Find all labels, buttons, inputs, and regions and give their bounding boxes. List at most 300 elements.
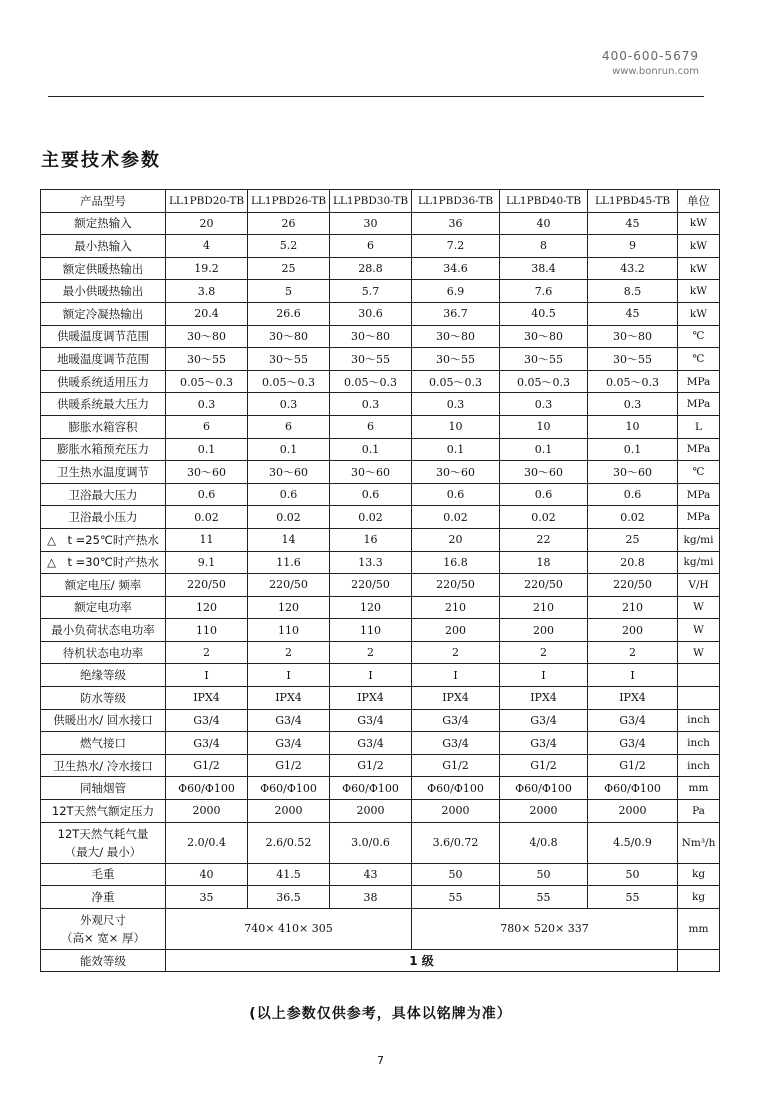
value-cell: 200: [412, 619, 500, 642]
value-cell: 0.02: [500, 506, 588, 529]
unit-cell: inch: [678, 709, 720, 732]
value-cell: 110: [330, 619, 412, 642]
unit-cell: L: [678, 415, 720, 438]
value-cell: G3/4: [248, 709, 330, 732]
row-label: 供暖温度调节范围: [41, 325, 166, 348]
value-cell: 22: [500, 528, 588, 551]
row-label: 最小负荷状态电功率: [41, 619, 166, 642]
value-cell: 0.05～0.3: [412, 370, 500, 393]
table-row: [41, 506, 720, 529]
value-cell: 30～80: [330, 325, 412, 348]
value-cell: 30～80: [248, 325, 330, 348]
value-cell: 13.3: [330, 551, 412, 574]
value-cell: G3/4: [588, 732, 678, 755]
value-cell: IPX4: [500, 687, 588, 710]
value-cell: I: [588, 664, 678, 687]
value-cell: 200: [588, 619, 678, 642]
table-row: [41, 709, 720, 732]
value-cell: 30～60: [330, 461, 412, 484]
row-label: 供暖系统适用压力: [41, 370, 166, 393]
unit-cell: ℃: [678, 348, 720, 371]
table-row: [41, 641, 720, 664]
value-cell: 2: [500, 641, 588, 664]
column-header: LL1PBD26-TB: [248, 190, 330, 213]
value-cell: 0.6: [588, 483, 678, 506]
value-cell: IPX4: [588, 687, 678, 710]
value-cell: 2: [248, 641, 330, 664]
table-row: [41, 370, 720, 393]
row-label-line: 外观尺寸: [80, 912, 126, 927]
value-cell: 10: [588, 415, 678, 438]
value-cell: 16: [330, 528, 412, 551]
value-cell: G3/4: [166, 709, 248, 732]
value-cell: 30～55: [166, 348, 248, 371]
value-cell: 8: [500, 235, 588, 258]
value-cell: 0.02: [248, 506, 330, 529]
unit-cell: MPa: [678, 370, 720, 393]
page-title: 主要技术参数: [41, 150, 161, 171]
value-cell: 30～60: [412, 461, 500, 484]
value-cell: 30～80: [588, 325, 678, 348]
value-cell: 220/50: [248, 574, 330, 597]
value-cell: 20.4: [166, 302, 248, 325]
value-cell: 3.6/0.72: [412, 822, 500, 863]
value-cell: Φ60/Φ100: [330, 777, 412, 800]
value-cell: 780× 520× 337: [412, 908, 678, 949]
value-cell: 10: [500, 415, 588, 438]
value-cell: 25: [588, 528, 678, 551]
value-cell: 0.05～0.3: [166, 370, 248, 393]
unit-cell: kg: [678, 886, 720, 909]
value-cell: 220/50: [166, 574, 248, 597]
table-row: [41, 528, 720, 551]
value-cell: G3/4: [412, 732, 500, 755]
unit-cell: MPa: [678, 393, 720, 416]
value-cell: 40.5: [500, 302, 588, 325]
value-cell: 20.8: [588, 551, 678, 574]
row-label: [41, 822, 166, 863]
value-cell: 30～80: [166, 325, 248, 348]
table-row: [41, 325, 720, 348]
value-cell: 30～55: [500, 348, 588, 371]
unit-cell: Pa: [678, 800, 720, 823]
value-cell: 120: [248, 596, 330, 619]
value-cell: 0.05～0.3: [330, 370, 412, 393]
row-label: 额定冷凝热输出: [41, 302, 166, 325]
value-cell: G3/4: [412, 709, 500, 732]
value-cell: I: [500, 664, 588, 687]
value-cell: 0.1: [500, 438, 588, 461]
value-cell: 0.1: [166, 438, 248, 461]
value-cell: 34.6: [412, 257, 500, 280]
value-cell: 50: [500, 863, 588, 886]
value-cell: 6: [248, 415, 330, 438]
value-cell: 16.8: [412, 551, 500, 574]
value-cell: 20: [412, 528, 500, 551]
table-row: [41, 483, 720, 506]
table-row: [41, 438, 720, 461]
value-cell: IPX4: [330, 687, 412, 710]
table-row: [41, 280, 720, 303]
value-cell: 6: [166, 415, 248, 438]
row-label: 地暖温度调节范围: [41, 348, 166, 371]
value-cell: 0.1: [412, 438, 500, 461]
value-cell: 2.6/0.52: [248, 822, 330, 863]
table-row: [41, 949, 720, 972]
unit-cell: [678, 664, 720, 687]
row-label: 供暖出水/ 回水接口: [41, 709, 166, 732]
value-cell: I: [330, 664, 412, 687]
value-cell: 43: [330, 863, 412, 886]
value-cell: 0.02: [588, 506, 678, 529]
table-row: [41, 619, 720, 642]
value-cell: 210: [588, 596, 678, 619]
table-row: [41, 596, 720, 619]
value-cell: G1/2: [500, 754, 588, 777]
value-cell: 0.6: [248, 483, 330, 506]
value-cell: 30: [330, 212, 412, 235]
unit-cell: ℃: [678, 325, 720, 348]
table-row: [41, 393, 720, 416]
column-header: 单位: [678, 190, 720, 213]
column-header: 产品型号: [41, 190, 166, 213]
value-cell: 4: [166, 235, 248, 258]
table-row: [41, 302, 720, 325]
column-header: LL1PBD40-TB: [500, 190, 588, 213]
value-cell: 0.05～0.3: [248, 370, 330, 393]
value-cell: 14: [248, 528, 330, 551]
value-cell: Φ60/Φ100: [588, 777, 678, 800]
header-contact: [602, 50, 699, 77]
value-cell: 30～60: [588, 461, 678, 484]
value-cell: 41.5: [248, 863, 330, 886]
value-cell: 30～55: [588, 348, 678, 371]
unit-cell: kW: [678, 235, 720, 258]
value-cell: 5: [248, 280, 330, 303]
table-row: [41, 551, 720, 574]
value-cell: G1/2: [166, 754, 248, 777]
value-cell: G1/2: [588, 754, 678, 777]
value-cell: G3/4: [500, 709, 588, 732]
row-label: 膨胀水箱容积: [41, 415, 166, 438]
value-cell: 11: [166, 528, 248, 551]
row-label: 额定电功率: [41, 596, 166, 619]
row-label: △ t =30℃时产热水: [41, 551, 166, 574]
value-cell: 35: [166, 886, 248, 909]
value-cell: 0.6: [166, 483, 248, 506]
value-cell: 2000: [500, 800, 588, 823]
column-header: LL1PBD20-TB: [166, 190, 248, 213]
website: www.bonrun.com: [612, 66, 699, 77]
value-cell: 18: [500, 551, 588, 574]
row-label: 毛重: [41, 863, 166, 886]
row-label: 卫生热水/ 冷水接口: [41, 754, 166, 777]
row-label: 防水等级: [41, 687, 166, 710]
value-cell: 30.6: [330, 302, 412, 325]
value-cell: 40: [500, 212, 588, 235]
value-cell: IPX4: [248, 687, 330, 710]
unit-cell: mm: [678, 908, 720, 949]
value-cell: 3.0/0.6: [330, 822, 412, 863]
table-row: [41, 822, 720, 863]
table-row: [41, 235, 720, 258]
value-cell: IPX4: [412, 687, 500, 710]
value-cell: 26: [248, 212, 330, 235]
unit-cell: Nm³/h: [678, 822, 720, 863]
unit-cell: V/H: [678, 574, 720, 597]
row-label: 燃气接口: [41, 732, 166, 755]
value-cell: 45: [588, 302, 678, 325]
value-cell: 2000: [412, 800, 500, 823]
value-cell: 38: [330, 886, 412, 909]
value-cell: 740× 410× 305: [166, 908, 412, 949]
unit-cell: inch: [678, 754, 720, 777]
value-cell: 2000: [248, 800, 330, 823]
value-cell: 120: [166, 596, 248, 619]
column-header: LL1PBD36-TB: [412, 190, 500, 213]
value-cell: 0.02: [412, 506, 500, 529]
value-cell: 5.2: [248, 235, 330, 258]
value-cell: 25: [248, 257, 330, 280]
value-cell: I: [412, 664, 500, 687]
value-cell: 0.02: [166, 506, 248, 529]
value-cell: 30～55: [330, 348, 412, 371]
table-row: [41, 886, 720, 909]
row-label-line: （最大/ 最小）: [64, 844, 142, 859]
row-label: 净重: [41, 886, 166, 909]
table-row: [41, 348, 720, 371]
table-row: [41, 732, 720, 755]
empty-cell: [678, 949, 720, 972]
unit-cell: kg/mi: [678, 551, 720, 574]
value-cell: 9.1: [166, 551, 248, 574]
value-cell: 11.6: [248, 551, 330, 574]
value-cell: 120: [330, 596, 412, 619]
table-row: [41, 777, 720, 800]
unit-cell: kW: [678, 280, 720, 303]
value-cell: G3/4: [166, 732, 248, 755]
value-cell: 28.8: [330, 257, 412, 280]
value-cell: I: [248, 664, 330, 687]
unit-cell: W: [678, 641, 720, 664]
value-cell: 0.05～0.3: [500, 370, 588, 393]
value-cell: 26.6: [248, 302, 330, 325]
value-cell: 2000: [330, 800, 412, 823]
unit-cell: MPa: [678, 483, 720, 506]
value-cell: 8.5: [588, 280, 678, 303]
table-row: [41, 257, 720, 280]
table-row: [41, 863, 720, 886]
value-cell: 30～60: [500, 461, 588, 484]
reference-note: (以上参数仅供参考，具体以铭牌为准）: [249, 1006, 512, 1022]
value-cell: 0.3: [412, 393, 500, 416]
unit-cell: kW: [678, 257, 720, 280]
row-label: 额定供暖热输出: [41, 257, 166, 280]
value-cell: 19.2: [166, 257, 248, 280]
value-cell: G3/4: [500, 732, 588, 755]
unit-cell: [678, 687, 720, 710]
value-cell: 0.6: [412, 483, 500, 506]
value-cell: Φ60/Φ100: [500, 777, 588, 800]
unit-cell: W: [678, 596, 720, 619]
value-cell: 2: [412, 641, 500, 664]
unit-cell: kW: [678, 302, 720, 325]
row-label: 供暖系统最大压力: [41, 393, 166, 416]
value-cell: G1/2: [412, 754, 500, 777]
value-cell: 110: [248, 619, 330, 642]
value-cell: 4.5/0.9: [588, 822, 678, 863]
value-cell: 210: [500, 596, 588, 619]
table-row: [41, 461, 720, 484]
row-label-line: （高× 宽× 厚）: [60, 930, 146, 945]
value-cell: 7.6: [500, 280, 588, 303]
value-cell: 220/50: [500, 574, 588, 597]
row-label: 12T天然气额定压力: [41, 800, 166, 823]
value-cell: 36.7: [412, 302, 500, 325]
unit-cell: mm: [678, 777, 720, 800]
value-cell: G3/4: [588, 709, 678, 732]
spec-table: [40, 189, 720, 972]
row-label: 待机状态电功率: [41, 641, 166, 664]
row-label: [41, 908, 166, 949]
value-cell: 6.9: [412, 280, 500, 303]
value-cell: 30～60: [166, 461, 248, 484]
value-cell: 2: [166, 641, 248, 664]
value-cell: 2000: [166, 800, 248, 823]
row-label: 绝缘等级: [41, 664, 166, 687]
value-cell: 220/50: [330, 574, 412, 597]
table-row: [41, 574, 720, 597]
value-cell: 36.5: [248, 886, 330, 909]
value-cell: G1/2: [248, 754, 330, 777]
phone-number: 400-600-5679: [601, 49, 699, 63]
row-label: 卫浴最小压力: [41, 506, 166, 529]
row-label: 卫浴最大压力: [41, 483, 166, 506]
column-header: LL1PBD30-TB: [330, 190, 412, 213]
row-label: 能效等级: [41, 949, 166, 972]
value-cell: G1/2: [330, 754, 412, 777]
value-cell: 2: [330, 641, 412, 664]
unit-cell: MPa: [678, 506, 720, 529]
value-cell: 30～80: [500, 325, 588, 348]
row-label: 最小供暖热输出: [41, 280, 166, 303]
row-label: 额定电压/ 频率: [41, 574, 166, 597]
value-cell: 43.2: [588, 257, 678, 280]
value-cell: 220/50: [412, 574, 500, 597]
page-number: 7: [377, 1054, 384, 1067]
value-cell: 2.0/0.4: [166, 822, 248, 863]
value-cell: 6: [330, 415, 412, 438]
value-cell: G3/4: [248, 732, 330, 755]
row-label: △ t =25℃时产热水: [41, 528, 166, 551]
table-row: [41, 754, 720, 777]
value-cell: 0.3: [330, 393, 412, 416]
value-cell: 0.6: [500, 483, 588, 506]
table-row: [41, 800, 720, 823]
row-label: 膨胀水箱预充压力: [41, 438, 166, 461]
unit-cell: kW: [678, 212, 720, 235]
unit-cell: inch: [678, 732, 720, 755]
value-cell: 20: [166, 212, 248, 235]
value-cell: G3/4: [330, 732, 412, 755]
column-header: LL1PBD45-TB: [588, 190, 678, 213]
value-cell: 45: [588, 212, 678, 235]
value-cell: 5.7: [330, 280, 412, 303]
value-cell: 40: [166, 863, 248, 886]
value-cell: I: [166, 664, 248, 687]
value-cell: 50: [412, 863, 500, 886]
table-row: [41, 664, 720, 687]
table-row: [41, 687, 720, 710]
value-cell: Φ60/Φ100: [412, 777, 500, 800]
row-label-line: 12T天然气耗气量: [57, 826, 149, 841]
value-cell: Φ60/Φ100: [248, 777, 330, 800]
value-cell: 10: [412, 415, 500, 438]
table-header-row: [41, 190, 720, 213]
value-cell: 9: [588, 235, 678, 258]
value-cell: 30～80: [412, 325, 500, 348]
value-cell: 110: [166, 619, 248, 642]
value-cell: 0.02: [330, 506, 412, 529]
unit-cell: kg/mi: [678, 528, 720, 551]
value-cell: 0.3: [588, 393, 678, 416]
value-cell: 7.2: [412, 235, 500, 258]
value-cell: 0.05～0.3: [588, 370, 678, 393]
table-row: [41, 212, 720, 235]
energy-grade-value: 1 级: [166, 949, 678, 972]
value-cell: 36: [412, 212, 500, 235]
unit-cell: kg: [678, 863, 720, 886]
value-cell: 2000: [588, 800, 678, 823]
value-cell: G3/4: [330, 709, 412, 732]
value-cell: 0.3: [500, 393, 588, 416]
row-label: 卫生热水温度调节: [41, 461, 166, 484]
value-cell: 210: [412, 596, 500, 619]
value-cell: 4/0.8: [500, 822, 588, 863]
value-cell: 38.4: [500, 257, 588, 280]
unit-cell: W: [678, 619, 720, 642]
value-cell: 50: [588, 863, 678, 886]
value-cell: 30～60: [248, 461, 330, 484]
value-cell: 0.1: [588, 438, 678, 461]
unit-cell: ℃: [678, 461, 720, 484]
row-label: 额定热输入: [41, 212, 166, 235]
header-rule: [48, 96, 704, 97]
value-cell: 0.3: [166, 393, 248, 416]
value-cell: 55: [412, 886, 500, 909]
value-cell: 55: [500, 886, 588, 909]
value-cell: 30～55: [412, 348, 500, 371]
value-cell: 200: [500, 619, 588, 642]
row-label: 最小热输入: [41, 235, 166, 258]
value-cell: 6: [330, 235, 412, 258]
value-cell: 55: [588, 886, 678, 909]
value-cell: 220/50: [588, 574, 678, 597]
value-cell: 30～55: [248, 348, 330, 371]
value-cell: 2: [588, 641, 678, 664]
value-cell: IPX4: [166, 687, 248, 710]
value-cell: 0.3: [248, 393, 330, 416]
value-cell: 0.1: [248, 438, 330, 461]
row-label: 同轴烟管: [41, 777, 166, 800]
value-cell: 3.8: [166, 280, 248, 303]
value-cell: 0.1: [330, 438, 412, 461]
value-cell: 0.6: [330, 483, 412, 506]
value-cell: Φ60/Φ100: [166, 777, 248, 800]
table-row: [41, 908, 720, 949]
table-row: [41, 415, 720, 438]
unit-cell: MPa: [678, 438, 720, 461]
